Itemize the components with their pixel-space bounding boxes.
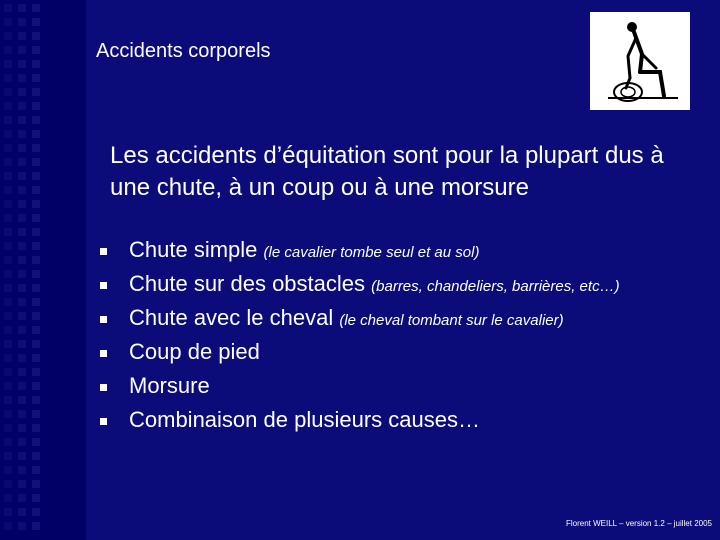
decorative-square — [32, 186, 40, 194]
square-bullet-icon — [100, 282, 107, 289]
decorative-square — [32, 144, 40, 152]
decorative-square — [18, 284, 26, 292]
decorative-square — [32, 172, 40, 180]
decorative-square — [4, 228, 12, 236]
decorative-square — [18, 32, 26, 40]
decorative-square — [18, 88, 26, 96]
decorative-square — [4, 18, 12, 26]
decorative-square — [18, 452, 26, 460]
decorative-square — [4, 284, 12, 292]
decorative-square — [18, 466, 26, 474]
decorative-square — [18, 228, 26, 236]
decorative-square — [32, 480, 40, 488]
decorative-square — [32, 74, 40, 82]
decorative-square — [4, 382, 12, 390]
decorative-square — [4, 186, 12, 194]
bullet-item — [100, 267, 620, 301]
decorative-square — [32, 228, 40, 236]
decorative-square — [18, 410, 26, 418]
decorative-square — [32, 88, 40, 96]
intro-text: Les accidents d’équitation sont pour la plupart dus à une chute, à un coup ou à une morsure — [110, 142, 664, 201]
decorative-square — [18, 326, 26, 334]
decorative-square — [18, 382, 26, 390]
decorative-square — [18, 116, 26, 124]
decorative-square — [32, 438, 40, 446]
decorative-square — [32, 340, 40, 348]
decorative-square — [4, 340, 12, 348]
square-bullet-icon — [100, 350, 107, 357]
decorative-square — [32, 410, 40, 418]
decorative-square — [4, 88, 12, 96]
bullet-main-text: Chute avec le cheval — [129, 305, 340, 330]
decorative-square — [32, 102, 40, 110]
bullet-main-text: Chute sur des obstacles — [129, 271, 372, 296]
decorative-square — [18, 158, 26, 166]
decorative-square — [18, 214, 26, 222]
bullet-main-text: Combinaison de plusieurs causes… — [129, 407, 480, 432]
square-bullet-icon — [100, 316, 107, 323]
decorative-square — [32, 312, 40, 320]
decorative-square — [32, 158, 40, 166]
decorative-square — [18, 494, 26, 502]
decorative-square — [32, 46, 40, 54]
decorative-square — [18, 522, 26, 530]
square-bullet-icon — [100, 418, 107, 425]
decorative-square — [32, 326, 40, 334]
square-bullet-icon — [100, 248, 107, 255]
bullet-item — [100, 301, 620, 335]
decorative-square — [18, 396, 26, 404]
decorative-square — [4, 410, 12, 418]
bullet-item — [100, 233, 620, 267]
decorative-square — [4, 480, 12, 488]
decorative-square — [4, 522, 12, 530]
decorative-square — [18, 200, 26, 208]
decorative-square — [18, 298, 26, 306]
decorative-square — [18, 144, 26, 152]
decorative-square — [32, 368, 40, 376]
slide-footer: Florent WEILL – version 1.2 – juillet 2005 — [565, 519, 712, 528]
decorative-square — [18, 270, 26, 278]
decorative-square — [18, 18, 26, 26]
decorative-square — [18, 256, 26, 264]
decorative-square — [32, 466, 40, 474]
decorative-square — [4, 32, 12, 40]
decorative-square — [32, 452, 40, 460]
decorative-square — [32, 354, 40, 362]
bullet-item — [100, 369, 620, 403]
decorative-square — [4, 116, 12, 124]
decorative-square — [32, 60, 40, 68]
bullet-detail-text: (le cheval tombant sur le cavalier) — [339, 312, 564, 329]
decorative-square — [4, 172, 12, 180]
decorative-square — [18, 354, 26, 362]
decorative-square — [32, 256, 40, 264]
decorative-square — [18, 438, 26, 446]
bullet-detail-text: (barres, chandeliers, barrières, etc…) — [371, 278, 620, 295]
decorative-square — [4, 214, 12, 222]
cpr-figure-icon — [590, 12, 690, 110]
decorative-square — [18, 186, 26, 194]
decorative-square — [32, 298, 40, 306]
decorative-square — [18, 424, 26, 432]
decorative-square — [18, 312, 26, 320]
decorative-square — [4, 424, 12, 432]
decorative-square — [4, 60, 12, 68]
decorative-square — [18, 368, 26, 376]
bullet-item — [100, 403, 620, 437]
decorative-square — [4, 452, 12, 460]
square-bullet-icon — [100, 384, 107, 391]
decorative-square — [4, 368, 12, 376]
decorative-square — [32, 242, 40, 250]
decorative-square — [18, 46, 26, 54]
decorative-square — [32, 522, 40, 530]
decorative-square — [32, 508, 40, 516]
decorative-square — [4, 438, 12, 446]
decorative-square — [32, 200, 40, 208]
decorative-square — [18, 60, 26, 68]
decorative-square — [4, 102, 12, 110]
bullet-main-text: Chute simple — [129, 237, 264, 262]
decorative-square — [32, 382, 40, 390]
decorative-square — [18, 74, 26, 82]
decorative-square — [32, 116, 40, 124]
decorative-square — [18, 242, 26, 250]
decorative-square — [4, 298, 12, 306]
decorative-square — [4, 312, 12, 320]
decorative-square — [18, 102, 26, 110]
decorative-square — [4, 256, 12, 264]
decorative-square — [4, 326, 12, 334]
decorative-square — [18, 4, 26, 12]
decorative-square — [32, 32, 40, 40]
bullet-main-text: Coup de pied — [129, 339, 260, 364]
decorative-square — [18, 130, 26, 138]
decorative-square — [18, 480, 26, 488]
decorative-square-strip — [0, 0, 86, 540]
decorative-square — [4, 270, 12, 278]
decorative-square — [4, 354, 12, 362]
decorative-square — [32, 4, 40, 12]
decorative-square — [4, 4, 12, 12]
decorative-square — [4, 508, 12, 516]
bullet-list — [100, 233, 620, 437]
square-column-middle — [18, 0, 28, 540]
decorative-square — [18, 172, 26, 180]
decorative-square — [4, 46, 12, 54]
slide-title: Accidents corporels — [96, 40, 271, 62]
decorative-square — [32, 270, 40, 278]
decorative-square — [4, 466, 12, 474]
bullet-item — [100, 335, 620, 369]
bullet-detail-text: (le cavalier tombe seul et au sol) — [263, 244, 480, 261]
decorative-square — [4, 158, 12, 166]
decorative-square — [4, 494, 12, 502]
square-column-left — [4, 0, 14, 540]
bullet-main-text: Morsure — [129, 373, 210, 398]
decorative-square — [32, 494, 40, 502]
decorative-square — [32, 284, 40, 292]
decorative-square — [4, 242, 12, 250]
square-column-right — [32, 0, 42, 540]
decorative-square — [32, 130, 40, 138]
decorative-square — [32, 18, 40, 26]
decorative-square — [32, 424, 40, 432]
decorative-square — [4, 200, 12, 208]
decorative-square — [4, 130, 12, 138]
decorative-square — [32, 396, 40, 404]
decorative-square — [4, 396, 12, 404]
decorative-square — [4, 74, 12, 82]
decorative-square — [18, 340, 26, 348]
decorative-square — [18, 508, 26, 516]
decorative-square — [32, 214, 40, 222]
decorative-square — [4, 144, 12, 152]
